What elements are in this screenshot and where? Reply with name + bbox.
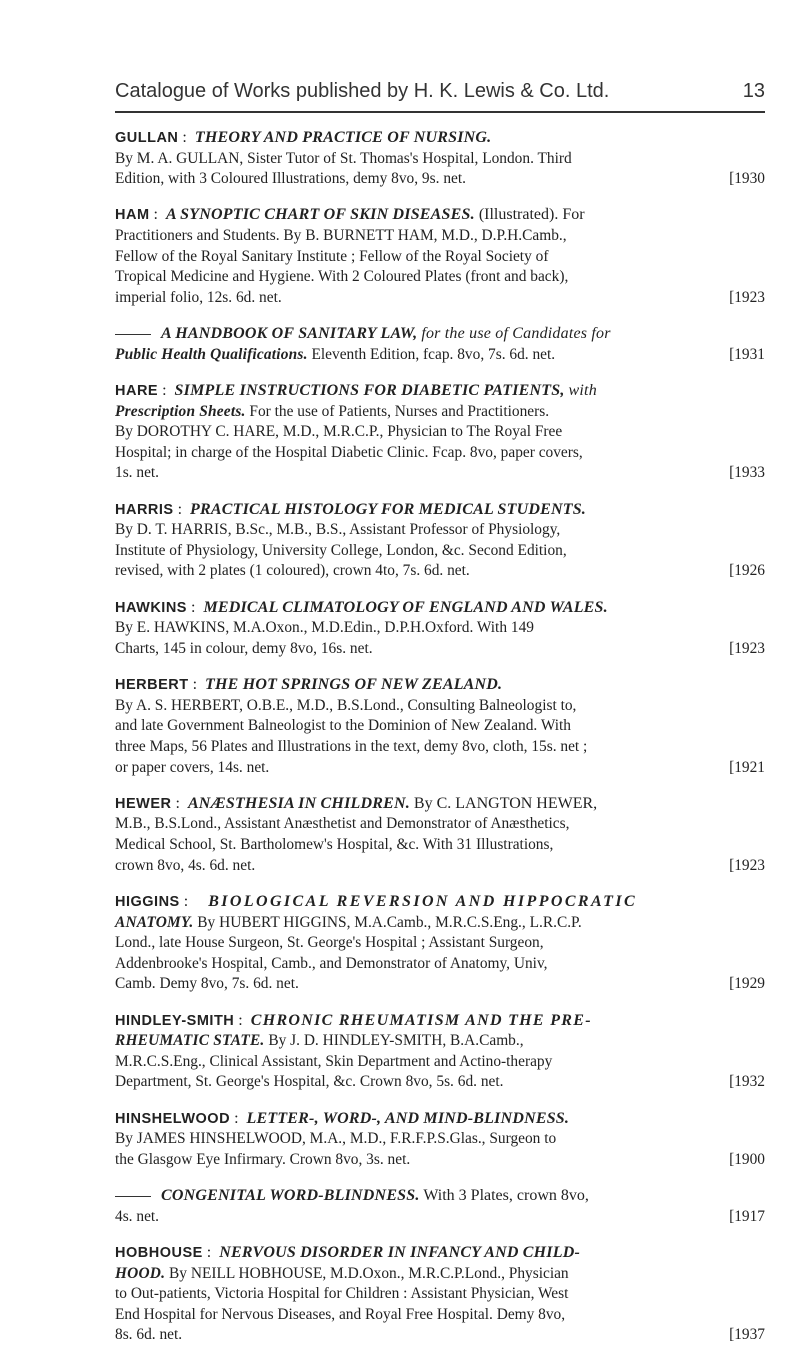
running-title: Catalogue of Works published by H. K. Lewis & Co. Ltd. [115,80,610,102]
entry-title-suffix: (Illustrated). For [478,206,585,224]
entry-year: [1923 [729,639,765,657]
entry-line: three Maps, 56 Plates and Illustrations in the text, demy 8vo, cloth, 15s. net ; [115,737,588,755]
entry-heading-line: HAM : A SYNOPTIC CHART OF SKIN DISEASES. (Illustrated). For [115,206,585,224]
entry-line-pair [115,1264,765,1285]
entry-title-continued: Prescription Sheets. [115,402,246,420]
entry-line: Hospital; in charge of the Hospital Diabetic Clinic. Fcap. 8vo, paper covers, [115,443,583,461]
entry-author: HAWKINS [115,599,187,616]
entry-heading-line: HARE : SIMPLE INSTRUCTIONS FOR DIABETIC PATIENTS, with [115,382,597,399]
entry-line: By J. D. HINDLEY-SMITH, B.A.Camb., [268,1032,524,1050]
entry-title: SIMPLE INSTRUCTIONS FOR DIABETIC PATIENTS, [174,382,565,399]
entry-line: By E. HAWKINS, M.A.Oxon., M.D.Edin., D.P.H.Oxford. With 149 [115,619,534,637]
catalogue-entry [115,1186,765,1227]
entry-last-line [115,463,765,484]
entry-author: HARRIS [115,501,174,518]
entry-line: Lond., late House Surgeon, St. George's Hospital ; Assistant Surgeon, [115,934,544,952]
entry-title: NERVOUS DISORDER IN INFANCY AND CHILD- [219,1243,580,1261]
entry-title: CHRONIC RHEUMATISM AND THE PRE- [250,1011,592,1029]
entry-year: [1930 [729,170,765,188]
entry-title: A SYNOPTIC CHART OF SKIN DISEASES. [165,206,475,224]
entry-last-line [115,345,765,366]
entry-line: 4s. net. [115,1207,160,1225]
entry-heading-line: HERBERT : THE HOT SPRINGS OF NEW ZEALAND. [115,676,503,694]
entry-year: [1932 [729,1073,765,1091]
entry-author: HINSHELWOOD [115,1110,231,1127]
entry-line: End Hospital for Nervous Diseases, and Royal Free Hospital. Demy 8vo, [115,1305,566,1323]
entry-year: [1931 [729,345,765,363]
entry-line: By NEILL HOBHOUSE, M.D.Oxon., M.R.C.P.Lond., Physician [169,1264,569,1282]
entry-line: By DOROTHY C. HARE, M.D., M.R.C.P., Physician to The Royal Free [115,423,563,441]
entry-last-line [115,288,765,309]
entry-author: HEWER [115,795,172,812]
entry-year: [1923 [729,856,765,874]
entry-line: Department, St. George's Hospital, &c. Crown 8vo, 5s. 6d. net. [115,1073,504,1091]
entry-line: Eleventh Edition, fcap. 8vo, 7s. 6d. net. [311,345,556,363]
catalogue-entries [115,128,765,1362]
entry-line: imperial folio, 12s. 6d. net. [115,288,282,306]
entry-line: Practitioners and Students. By B. BURNETT HAM, M.D., D.P.H.Camb., [115,227,567,245]
entry-author: HOBHOUSE [115,1244,203,1261]
ditto-dash [115,1196,151,1197]
entry-title: A HANDBOOK OF SANITARY LAW, [161,325,418,343]
entry-line: to Out-patients, Victoria Hospital for Children : Assistant Physician, West [115,1285,569,1303]
catalogue-entry [115,128,765,190]
catalogue-entry [115,892,765,995]
entry-last-line [115,561,765,582]
entry-line: Charts, 145 in colour, demy 8vo, 16s. net. [115,639,373,657]
catalogue-entry [115,205,765,308]
entry-line: Medical School, St. Bartholomew's Hospital, &c. With 31 Illustrations, [115,836,554,854]
entry-author: GULLAN [115,130,179,146]
entry-last-line [115,974,765,995]
entry-line: By A. S. HERBERT, O.B.E., M.D., B.S.Lond., Consulting Balneologist to, [115,696,577,714]
entry-line: Tropical Medicine and Hygiene. With 2 Coloured Plates (front and back), [115,268,569,286]
entry-title: LETTER-, WORD-, AND MIND-BLINDNESS. [246,1109,570,1127]
catalogue-entry [115,1243,765,1346]
entry-author: HARE [115,383,159,399]
catalogue-entry [115,500,765,582]
catalogue-entry [115,794,765,876]
entry-title-suffix: for the use of Candidates for [421,325,611,343]
entry-last-line [115,1150,765,1171]
entry-line: 8s. 6d. net. [115,1326,183,1344]
entry-author: HAM [115,207,150,224]
entry-heading-line [115,1186,765,1207]
catalogue-entry [115,1011,765,1093]
entry-last-line [115,758,765,779]
catalogue-entry [115,598,765,660]
entry-year: [1923 [729,288,765,306]
entry-title-continued: ANATOMY. [115,913,194,931]
entry-last-line [115,1325,765,1346]
entry-year: [1929 [729,975,765,993]
entry-line: Fellow of the Royal Sanitary Institute ; Fellow of the Royal Society of [115,247,549,265]
entry-heading-line: HINDLEY-SMITH : CHRONIC RHEUMATISM AND THE PRE- [115,1011,592,1029]
entry-line-pair [115,402,765,423]
entry-last-line [115,639,765,660]
page-header [115,72,765,112]
entry-line: Camb. Demy 8vo, 7s. 6d. net. [115,975,299,993]
entry-line: crown 8vo, 4s. 6d. net. [115,856,256,874]
entry-line: or paper covers, 14s. net. [115,758,270,776]
entry-heading-line: HARRIS : PRACTICAL HISTOLOGY FOR MEDICAL STUDENTS. [115,500,587,518]
entry-line: By HUBERT HIGGINS, M.A.Camb., M.R.C.S.Eng., L.R.C.P. [197,913,582,931]
entry-heading-line: HIGGINS : BIOLOGICAL REVERSION AND HIPPOCRATIC [115,892,638,910]
entry-title-continued: Public Health Qualifications. [115,345,308,363]
entry-title-suffix: with [568,382,597,399]
entry-year: [1937 [729,1326,765,1344]
entry-heading-line: HEWER : ANÆSTHESIA IN CHILDREN. By C. LANGTON HEWER, [115,794,598,812]
entry-line: M.B., B.S.Lond., Assistant Anæsthetist and Demonstrator of Anæsthetics, [115,815,570,833]
entry-last-line [115,1207,765,1228]
entry-title: BIOLOGICAL REVERSION AND HIPPOCRATIC [208,892,638,910]
entry-heading-line: HAWKINS : MEDICAL CLIMATOLOGY OF ENGLAND AND WALES. [115,598,608,616]
catalogue-entry [115,324,765,365]
entry-year: [1926 [729,562,765,580]
entry-title: THEORY AND PRACTICE OF NURSING. [194,129,492,146]
entry-heading-line: HINSHELWOOD : LETTER-, WORD-, AND MIND-BLINDNESS. [115,1109,570,1127]
entry-line: By D. T. HARRIS, B.Sc., M.B., B.S., Assistant Professor of Physiology, [115,521,561,539]
entry-title: CONGENITAL WORD-BLINDNESS. [161,1187,420,1205]
entry-line-pair [115,1031,765,1052]
entry-year: [1917 [729,1207,765,1225]
entry-title: THE HOT SPRINGS OF NEW ZEALAND. [205,676,503,694]
entry-line: 1s. net. [115,464,160,482]
entry-author: HIGGINS [115,893,180,910]
catalogue-entry [115,1109,765,1171]
entry-line: By M. A. GULLAN, Sister Tutor of St. Thomas's Hospital, London. Third [115,149,572,167]
entry-line: By JAMES HINSHELWOOD, M.A., M.D., F.R.F.P.S.Glas., Surgeon to [115,1130,557,1148]
entry-line: Addenbrooke's Hospital, Camb., and Demonstrator of Anatomy, Univ, [115,954,548,972]
entry-title-suffix: With 3 Plates, crown 8vo, [423,1187,589,1205]
entry-heading-line [115,324,765,345]
entry-title: PRACTICAL HISTOLOGY FOR MEDICAL STUDENTS. [190,500,587,518]
entry-line: revised, with 2 plates (1 coloured), crown 4to, 7s. 6d. net. [115,562,470,580]
entry-line-pair [115,913,765,934]
entry-line: and late Government Balneologist to the Dominion of New Zealand. With [115,717,572,735]
entry-title: MEDICAL CLIMATOLOGY OF ENGLAND AND WALES. [203,598,608,616]
entry-title-continued: RHEUMATIC STATE. [115,1032,265,1050]
catalogue-entry [115,675,765,778]
entry-title-continued: HOOD. [115,1264,166,1282]
entry-line: Edition, with 3 Coloured Illustrations, demy 8vo, 9s. net. [115,170,466,188]
entry-title: ANÆSTHESIA IN CHILDREN. [187,794,410,812]
entry-year: [1933 [729,464,765,482]
entry-year: [1921 [729,758,765,776]
header-rule [115,111,765,113]
page-number: 13 [742,80,765,102]
ditto-dash [115,334,151,335]
entry-year: [1900 [729,1150,765,1168]
entry-line: Institute of Physiology, University College, London, &c. Second Edition, [115,541,567,559]
entry-line: M.R.C.S.Eng., Clinical Assistant, Skin Department and Actino-therapy [115,1052,553,1070]
entry-line: For the use of Patients, Nurses and Practitioners. [249,402,550,420]
entry-line: the Glasgow Eye Infirmary. Crown 8vo, 3s. net. [115,1150,411,1168]
entry-last-line [115,856,765,877]
entry-author: HERBERT [115,677,189,694]
entry-last-line [115,169,765,190]
catalogue-entry [115,381,765,484]
entry-author: HINDLEY-SMITH [115,1012,235,1029]
entry-heading-line: GULLAN : THEORY AND PRACTICE OF NURSING. [115,129,492,146]
entry-title-suffix: By C. LANGTON HEWER, [413,794,598,812]
entry-last-line [115,1072,765,1093]
entry-heading-line: HOBHOUSE : NERVOUS DISORDER IN INFANCY AND CHILD- [115,1243,580,1261]
